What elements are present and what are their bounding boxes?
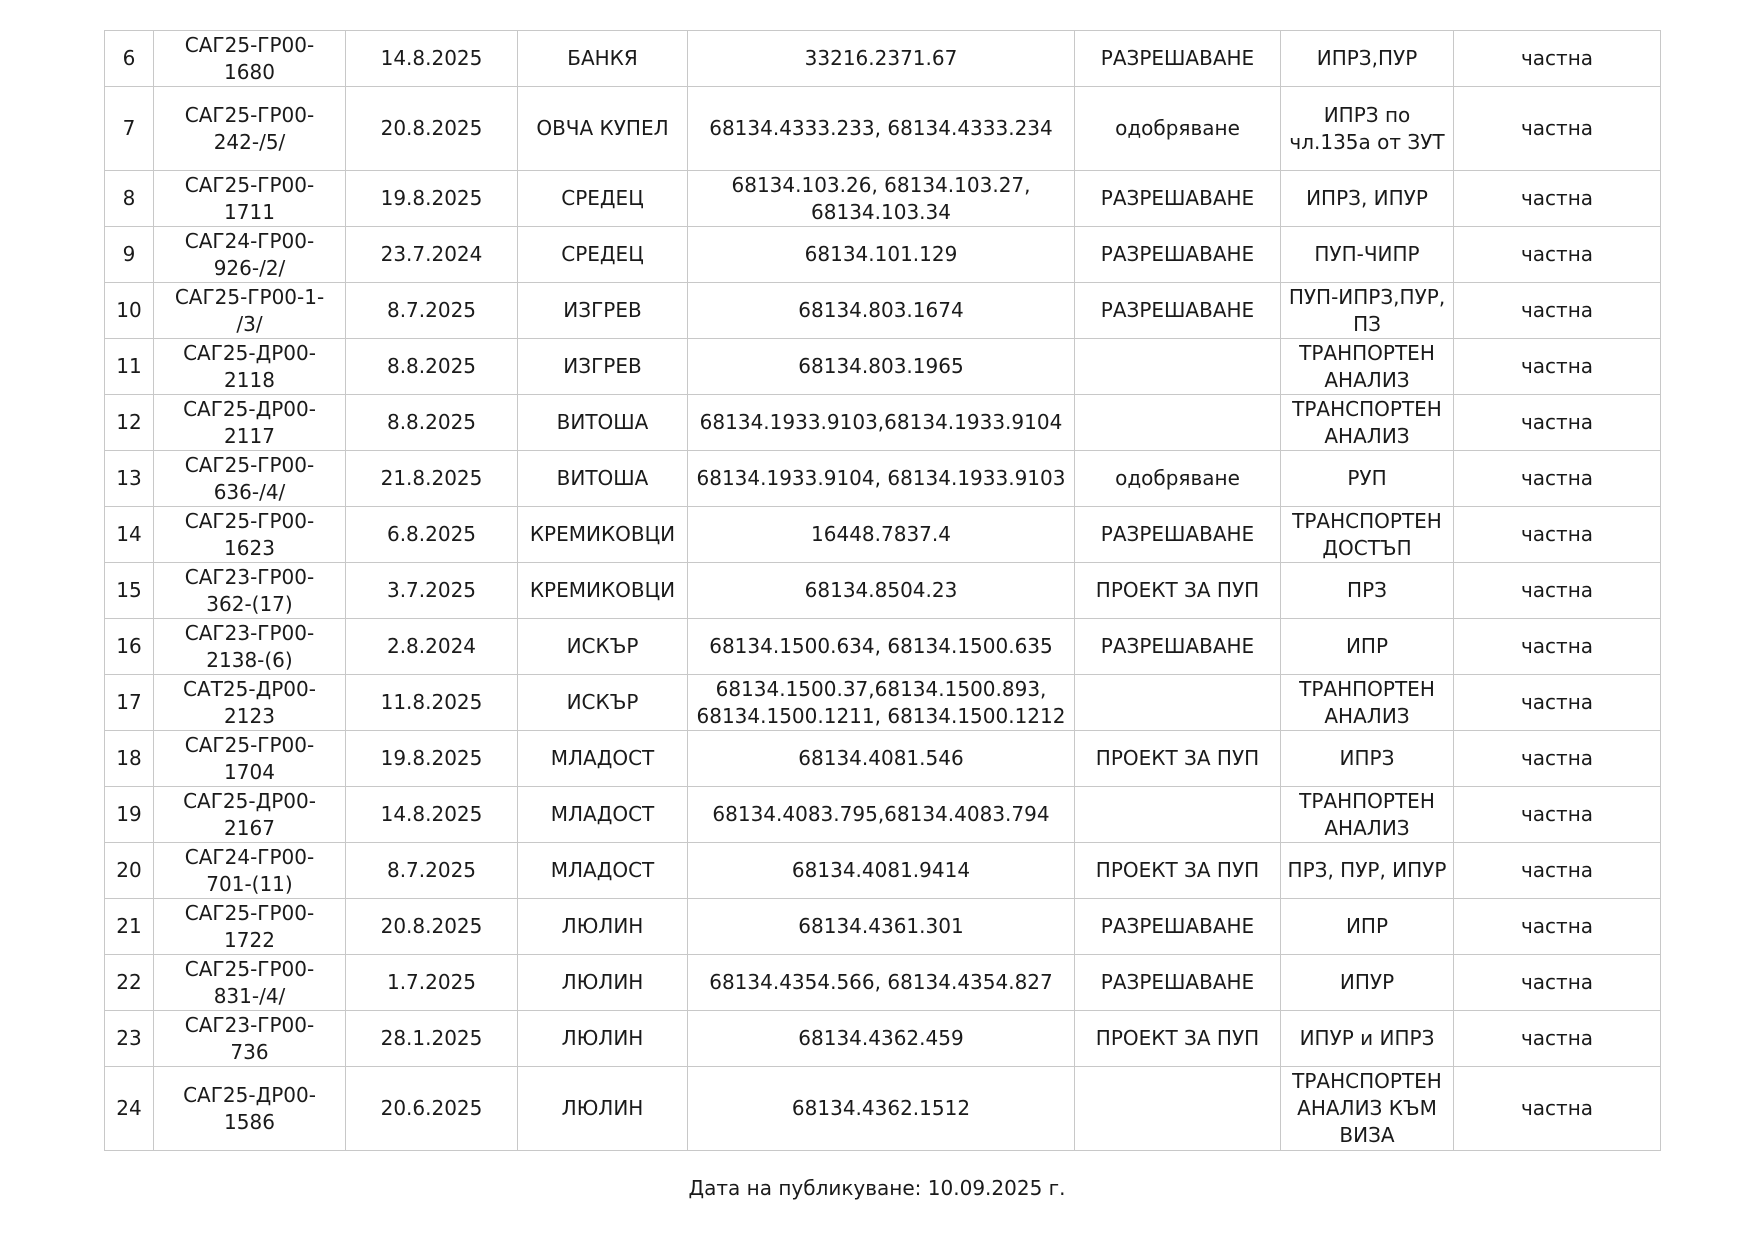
case-code-cell <box>154 395 346 451</box>
row-number-cell: 23 <box>105 1011 154 1067</box>
procedure-cell: ПРОЕКТ ЗА ПУП <box>1075 843 1281 899</box>
case-code-line: САГ25-ГР00- <box>184 900 315 925</box>
district-cell: КРЕМИКОВЦИ <box>518 563 688 619</box>
plan-type-cell: РУП <box>1281 451 1454 507</box>
table-row <box>105 563 1661 619</box>
case-code-line: САГ25-ГР00- <box>184 956 315 981</box>
district-cell: ИСКЪР <box>518 619 688 675</box>
ownership-cell: частна <box>1454 843 1661 899</box>
row-number-cell: 11 <box>105 339 154 395</box>
ownership-cell: частна <box>1454 339 1661 395</box>
case-code-line: САГ25-ГР00-1- <box>174 284 325 309</box>
row-number-cell: 9 <box>105 227 154 283</box>
case-code-line: 926-/2/ <box>213 255 286 280</box>
date-cell: 23.7.2024 <box>346 227 518 283</box>
date-cell: 2.8.2024 <box>346 619 518 675</box>
plan-type-cell: ПУП-ЧИПР <box>1281 227 1454 283</box>
date-cell: 11.8.2025 <box>346 675 518 731</box>
case-code-line: 831-/4/ <box>213 983 286 1008</box>
case-code-line: 636-/4/ <box>213 479 286 504</box>
case-code-line: 1680 <box>224 59 275 84</box>
plan-type-cell: ТРАНПОРТЕН АНАЛИЗ <box>1281 339 1454 395</box>
case-code-line: 2123 <box>224 703 275 728</box>
case-code-line: 1722 <box>224 927 275 952</box>
date-cell: 19.8.2025 <box>346 171 518 227</box>
case-code-cell <box>154 787 346 843</box>
plan-type-cell: ТРАНПОРТЕН АНАЛИЗ <box>1281 787 1454 843</box>
applications-table <box>104 30 1661 1151</box>
case-code-line: 2138-(6) <box>206 647 293 672</box>
case-code-line: 2118 <box>224 367 275 392</box>
case-code-line: САГ23-ГР00- <box>184 1012 315 1037</box>
plan-type-cell: ТРАНСПОРТЕН АНАЛИЗ КЪМ ВИЗА <box>1281 1067 1454 1151</box>
parcels-cell: 68134.1933.9103,68134.1933.9104 <box>688 395 1075 451</box>
parcels-cell: 68134.4361.301 <box>688 899 1075 955</box>
row-number-cell: 7 <box>105 87 154 171</box>
case-code-line: САГ24-ГР00- <box>184 844 315 869</box>
ownership-cell: частна <box>1454 619 1661 675</box>
table-row <box>105 731 1661 787</box>
case-code-line: САГ23-ГР00- <box>184 564 315 589</box>
row-number-cell: 22 <box>105 955 154 1011</box>
district-cell: ЛЮЛИН <box>518 1067 688 1151</box>
district-cell: ОВЧА КУПЕЛ <box>518 87 688 171</box>
table-row <box>105 787 1661 843</box>
date-cell: 14.8.2025 <box>346 31 518 87</box>
case-code-line: САГ25-ДР00- <box>183 1082 316 1107</box>
table-row <box>105 283 1661 339</box>
district-cell: МЛАДОСТ <box>518 787 688 843</box>
table-row <box>105 171 1661 227</box>
case-code-cell <box>154 899 346 955</box>
case-code-line: САГ23-ГР00- <box>184 620 315 645</box>
procedure-cell: одобряване <box>1075 87 1281 171</box>
row-number-cell: 8 <box>105 171 154 227</box>
table-row <box>105 955 1661 1011</box>
row-number-cell: 19 <box>105 787 154 843</box>
case-code-line: 736 <box>230 1039 269 1064</box>
procedure-cell: РАЗРЕШАВАНЕ <box>1075 227 1281 283</box>
parcels-cell: 68134.4362.459 <box>688 1011 1075 1067</box>
parcels-cell: 68134.803.1965 <box>688 339 1075 395</box>
ownership-cell: частна <box>1454 899 1661 955</box>
case-code-line: 1623 <box>224 535 275 560</box>
ownership-cell: частна <box>1454 563 1661 619</box>
district-cell: ИСКЪР <box>518 675 688 731</box>
case-code-cell <box>154 171 346 227</box>
table-row <box>105 843 1661 899</box>
row-number-cell: 12 <box>105 395 154 451</box>
case-code-line: САГ25-ГР00- <box>184 452 315 477</box>
plan-type-cell: ТРАНСПОРТЕН ДОСТЪП <box>1281 507 1454 563</box>
district-cell: МЛАДОСТ <box>518 843 688 899</box>
parcels-cell: 68134.1500.37,68134.1500.893, 68134.1500.1211, 68134.1500.1212 <box>688 675 1075 731</box>
case-code-cell <box>154 1067 346 1151</box>
parcels-cell: 68134.4081.546 <box>688 731 1075 787</box>
plan-type-cell: ИПУР <box>1281 955 1454 1011</box>
case-code-line: САГ25-ГР00- <box>184 732 315 757</box>
parcels-cell: 68134.803.1674 <box>688 283 1075 339</box>
district-cell: ВИТОША <box>518 451 688 507</box>
case-code-cell <box>154 507 346 563</box>
district-cell: МЛАДОСТ <box>518 731 688 787</box>
date-cell: 1.7.2025 <box>346 955 518 1011</box>
ownership-cell: частна <box>1454 1011 1661 1067</box>
procedure-cell: РАЗРЕШАВАНЕ <box>1075 899 1281 955</box>
district-cell: СРЕДЕЦ <box>518 171 688 227</box>
parcels-cell: 68134.4362.1512 <box>688 1067 1075 1151</box>
table-row <box>105 1011 1661 1067</box>
row-number-cell: 18 <box>105 731 154 787</box>
case-code-line: 2167 <box>224 815 275 840</box>
case-code-cell <box>154 339 346 395</box>
district-cell: ЛЮЛИН <box>518 955 688 1011</box>
case-code-cell <box>154 675 346 731</box>
case-code-cell <box>154 619 346 675</box>
procedure-cell <box>1075 339 1281 395</box>
district-cell: ИЗГРЕВ <box>518 339 688 395</box>
date-cell: 8.8.2025 <box>346 395 518 451</box>
table-row <box>105 339 1661 395</box>
district-cell: ИЗГРЕВ <box>518 283 688 339</box>
plan-type-cell: ПУП-ИПРЗ,ПУР, ПЗ <box>1281 283 1454 339</box>
row-number-cell: 13 <box>105 451 154 507</box>
table-row <box>105 899 1661 955</box>
date-cell: 21.8.2025 <box>346 451 518 507</box>
case-code-cell <box>154 731 346 787</box>
parcels-cell: 68134.1933.9104, 68134.1933.9103 <box>688 451 1075 507</box>
case-code-line: САГ25-ГР00- <box>184 172 315 197</box>
ownership-cell: частна <box>1454 787 1661 843</box>
row-number-cell: 16 <box>105 619 154 675</box>
ownership-cell: частна <box>1454 283 1661 339</box>
plan-type-cell: ИПР <box>1281 899 1454 955</box>
table-row <box>105 227 1661 283</box>
table-row <box>105 451 1661 507</box>
row-number-cell: 15 <box>105 563 154 619</box>
date-cell: 28.1.2025 <box>346 1011 518 1067</box>
case-code-line: САГ24-ГР00- <box>184 228 315 253</box>
case-code-line: САТ25-ДР00- <box>183 676 316 701</box>
procedure-cell: РАЗРЕШАВАНЕ <box>1075 507 1281 563</box>
table-row <box>105 507 1661 563</box>
case-code-cell <box>154 955 346 1011</box>
date-cell: 8.8.2025 <box>346 339 518 395</box>
table-row <box>105 675 1661 731</box>
publication-date: Дата на публикуване: 10.09.2025 г. <box>688 1176 1066 1200</box>
case-code-line: САГ25-ДР00- <box>183 788 316 813</box>
ownership-cell: частна <box>1454 955 1661 1011</box>
parcels-cell: 68134.4081.9414 <box>688 843 1075 899</box>
case-code-cell <box>154 843 346 899</box>
case-code-cell <box>154 563 346 619</box>
date-cell: 20.8.2025 <box>346 899 518 955</box>
plan-type-cell: ИПРЗ по чл.135а от ЗУТ <box>1281 87 1454 171</box>
case-code-cell <box>154 1011 346 1067</box>
case-code-line: 1704 <box>224 759 275 784</box>
date-cell: 6.8.2025 <box>346 507 518 563</box>
row-number-cell: 14 <box>105 507 154 563</box>
case-code-line: 1586 <box>224 1109 275 1134</box>
ownership-cell: частна <box>1454 227 1661 283</box>
row-number-cell: 20 <box>105 843 154 899</box>
procedure-cell: РАЗРЕШАВАНЕ <box>1075 619 1281 675</box>
case-code-line: САГ25-ГР00- <box>184 32 315 57</box>
case-code-line: /3/ <box>236 311 263 336</box>
date-cell: 20.8.2025 <box>346 87 518 171</box>
parcels-cell: 68134.4083.795,68134.4083.794 <box>688 787 1075 843</box>
case-code-cell <box>154 451 346 507</box>
row-number-cell: 17 <box>105 675 154 731</box>
case-code-line: САГ25-ДР00- <box>183 340 316 365</box>
case-code-line: 242-/5/ <box>213 129 286 154</box>
procedure-cell: ПРОЕКТ ЗА ПУП <box>1075 731 1281 787</box>
table-body <box>105 31 1661 1151</box>
table-row <box>105 1067 1661 1151</box>
plan-type-cell: ИПРЗ <box>1281 731 1454 787</box>
ownership-cell: частна <box>1454 87 1661 171</box>
case-code-line: САГ25-ГР00- <box>184 508 315 533</box>
procedure-cell <box>1075 395 1281 451</box>
table-row <box>105 395 1661 451</box>
district-cell: ЛЮЛИН <box>518 1011 688 1067</box>
case-code-line: 701-(11) <box>206 871 293 896</box>
procedure-cell <box>1075 1067 1281 1151</box>
procedure-cell: РАЗРЕШАВАНЕ <box>1075 283 1281 339</box>
date-cell: 3.7.2025 <box>346 563 518 619</box>
procedure-cell: РАЗРЕШАВАНЕ <box>1075 955 1281 1011</box>
district-cell: КРЕМИКОВЦИ <box>518 507 688 563</box>
procedure-cell <box>1075 787 1281 843</box>
ownership-cell: частна <box>1454 675 1661 731</box>
parcels-cell: 68134.1500.634, 68134.1500.635 <box>688 619 1075 675</box>
procedure-cell: РАЗРЕШАВАНЕ <box>1075 31 1281 87</box>
case-code-line: 362-(17) <box>206 591 293 616</box>
district-cell: БАНКЯ <box>518 31 688 87</box>
table-row <box>105 31 1661 87</box>
ownership-cell: частна <box>1454 1067 1661 1151</box>
case-code-cell <box>154 283 346 339</box>
parcels-cell: 16448.7837.4 <box>688 507 1075 563</box>
plan-type-cell: ИПР <box>1281 619 1454 675</box>
case-code-line: 1711 <box>224 199 275 224</box>
plan-type-cell: ИПРЗ,ПУР <box>1281 31 1454 87</box>
row-number-cell: 24 <box>105 1067 154 1151</box>
table-row <box>105 619 1661 675</box>
case-code-line: САГ25-ГР00- <box>184 102 315 127</box>
ownership-cell: частна <box>1454 731 1661 787</box>
date-cell: 20.6.2025 <box>346 1067 518 1151</box>
plan-type-cell: ТРАНСПОРТЕН АНАЛИЗ <box>1281 395 1454 451</box>
ownership-cell: частна <box>1454 451 1661 507</box>
row-number-cell: 10 <box>105 283 154 339</box>
date-cell: 19.8.2025 <box>346 731 518 787</box>
plan-type-cell: ПРЗ, ПУР, ИПУР <box>1281 843 1454 899</box>
ownership-cell: частна <box>1454 171 1661 227</box>
plan-type-cell: ИПРЗ, ИПУР <box>1281 171 1454 227</box>
parcels-cell: 33216.2371.67 <box>688 31 1075 87</box>
procedure-cell: одобряване <box>1075 451 1281 507</box>
ownership-cell: частна <box>1454 507 1661 563</box>
row-number-cell: 6 <box>105 31 154 87</box>
case-code-cell <box>154 31 346 87</box>
plan-type-cell: ПРЗ <box>1281 563 1454 619</box>
district-cell: СРЕДЕЦ <box>518 227 688 283</box>
case-code-line: 2117 <box>224 423 275 448</box>
row-number-cell: 21 <box>105 899 154 955</box>
date-cell: 8.7.2025 <box>346 283 518 339</box>
parcels-cell: 68134.4333.233, 68134.4333.234 <box>688 87 1075 171</box>
procedure-cell: ПРОЕКТ ЗА ПУП <box>1075 1011 1281 1067</box>
parcels-cell: 68134.101.129 <box>688 227 1075 283</box>
parcels-cell: 68134.103.26, 68134.103.27, 68134.103.34 <box>688 171 1075 227</box>
ownership-cell: частна <box>1454 395 1661 451</box>
case-code-cell <box>154 227 346 283</box>
case-code-cell <box>154 87 346 171</box>
procedure-cell <box>1075 675 1281 731</box>
parcels-cell: 68134.8504.23 <box>688 563 1075 619</box>
ownership-cell: частна <box>1454 31 1661 87</box>
date-cell: 14.8.2025 <box>346 787 518 843</box>
date-cell: 8.7.2025 <box>346 843 518 899</box>
district-cell: ЛЮЛИН <box>518 899 688 955</box>
parcels-cell: 68134.4354.566, 68134.4354.827 <box>688 955 1075 1011</box>
district-cell: ВИТОША <box>518 395 688 451</box>
plan-type-cell: ИПУР и ИПРЗ <box>1281 1011 1454 1067</box>
procedure-cell: ПРОЕКТ ЗА ПУП <box>1075 563 1281 619</box>
plan-type-cell: ТРАНПОРТЕН АНАЛИЗ <box>1281 675 1454 731</box>
procedure-cell: РАЗРЕШАВАНЕ <box>1075 171 1281 227</box>
table-row <box>105 87 1661 171</box>
case-code-line: САГ25-ДР00- <box>183 396 316 421</box>
